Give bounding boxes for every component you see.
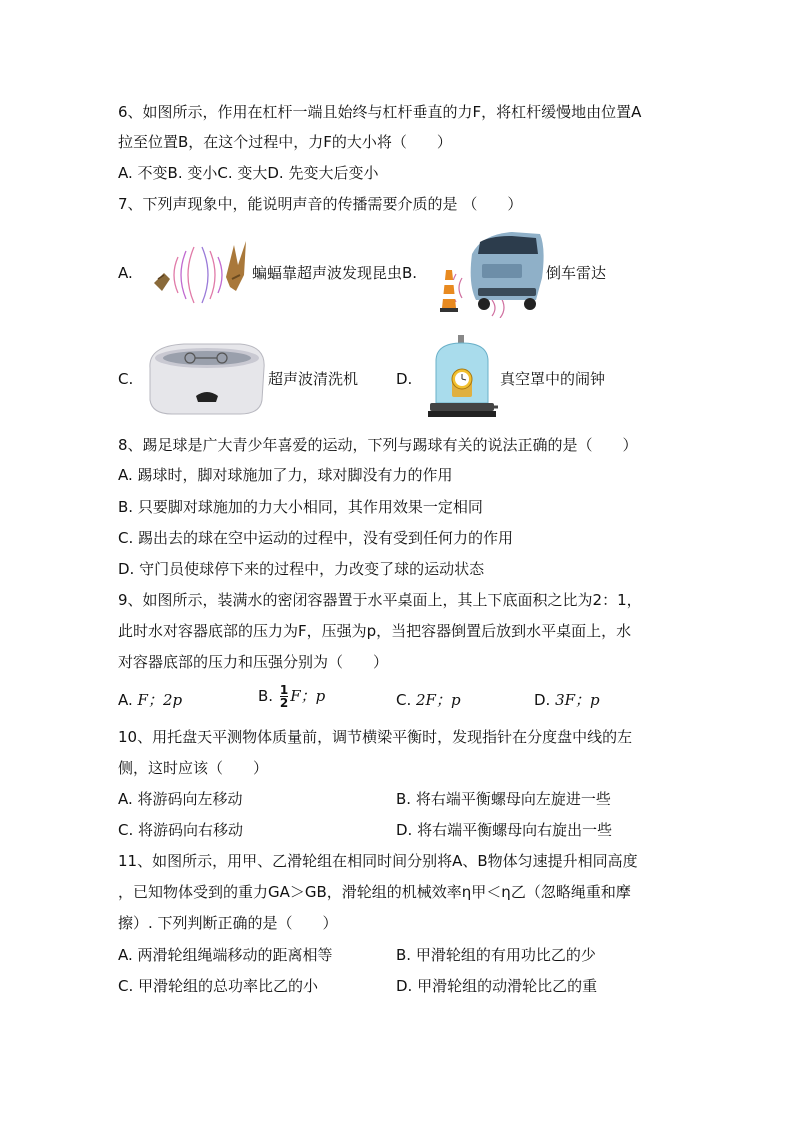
q10-option-d: D. 将右端平衡螺母向右旋出一些 — [396, 821, 613, 839]
q6-options: A. 不变B. 变小C. 变大D. 先变大后变小 — [118, 164, 379, 182]
q7-option-b-text: 倒车雷达 — [546, 264, 607, 282]
q11-option-b: B. 甲滑轮组的有用功比乙的少 — [396, 946, 596, 964]
q9-option-d — [534, 689, 600, 711]
q11-stem-line1: 11、如图所示，用甲、乙滑轮组在相同时间分别将A、B物体匀速提升相同高度 — [118, 852, 638, 870]
fraction-denominator: 2 — [279, 696, 289, 710]
q6-stem-line1: 6、如图所示，作用在杠杆一端且始终与杠杆垂直的力F，将杠杆缓慢地由位置A — [118, 103, 642, 121]
q10-option-b: B. 将右端平衡螺母向左旋进一些 — [396, 790, 611, 808]
q9-stem-line2: 此时水对容器底部的压力为F，压强为p，当把容器倒置后放到水平桌面上，水 — [118, 622, 632, 640]
q9-option-a — [118, 689, 182, 711]
q9-option-c — [396, 689, 461, 711]
q11-option-d: D. 甲滑轮组的动滑轮比乙的重 — [396, 977, 598, 995]
q11-stem-line3: 擦）. 下列判断正确的是（ ） — [118, 914, 338, 932]
q10-stem-line2: 侧，这时应该（ ） — [118, 759, 269, 777]
q9-option-b-label: B. — [258, 687, 278, 705]
q8-option-d: D. 守门员使球停下来的过程中，力改变了球的运动状态 — [118, 560, 485, 578]
q11-stem-line2: ，已知物体受到的重力GA＞GB，滑轮组的机械效率η甲＜η乙（忽略绳重和摩 — [118, 883, 631, 901]
q7-option-c-label: C. — [118, 370, 134, 388]
q9-option-a-label: A. — [118, 691, 138, 709]
q10-stem-line1: 10、用托盘天平测物体质量前，调节横梁平衡时，发现指针在分度盘中线的左 — [118, 728, 633, 746]
q9-option-d-label: D. — [534, 691, 556, 709]
q8-option-b: B. 只要脚对球施加的力大小相同，其作用效果一定相同 — [118, 498, 483, 516]
q11-option-c: C. 甲滑轮组的总功率比乙的小 — [118, 977, 319, 995]
q10-option-a: A. 将游码向左移动 — [118, 790, 243, 808]
q9-stem-line3: 对容器底部的压力和压强分别为（ ） — [118, 653, 389, 671]
q9-option-a-value: F；2p — [137, 691, 183, 709]
half-fraction — [280, 684, 288, 709]
car-reversing-radar-figure — [432, 228, 546, 318]
q7-option-a-label: A. — [118, 264, 133, 282]
q9-stem-line1: 9、如图所示，装满水的密闭容器置于水平桌面上，其上下底面积之比为2：1， — [118, 591, 642, 609]
q7-option-a-text: 蝙蝠靠超声波发现昆虫B. — [252, 264, 418, 282]
q8-stem: 8、踢足球是广大青少年喜爱的运动，下列与踢球有关的说法正确的是（ ） — [118, 436, 638, 454]
ultrasonic-cleaner-figure — [144, 338, 268, 418]
q9-option-d-value: 3F；p — [555, 691, 600, 709]
q6-stem-line2: 拉至位置B，在这个过程中，力F的大小将（ ） — [118, 133, 452, 151]
q9-option-b-value: F；p — [290, 687, 326, 705]
q7-stem: 7、下列声现象中，能说明声音的传播需要介质的是 （ ） — [118, 195, 523, 213]
vacuum-bell-jar-clock-figure — [426, 333, 500, 421]
bat-ultrasound-figure — [150, 235, 250, 305]
q7-option-d-text: 真空罩中的闹钟 — [500, 370, 606, 388]
q9-option-c-label: C. — [396, 691, 417, 709]
q11-option-a: A. 两滑轮组绳端移动的距离相等 — [118, 946, 333, 964]
q10-option-c: C. 将游码向右移动 — [118, 821, 244, 839]
fraction-numerator: 1 — [279, 683, 289, 697]
q8-option-c: C. 踢出去的球在空中运动的过程中，没有受到任何力的作用 — [118, 529, 514, 547]
q7-option-c-text: 超声波清洗机 — [268, 370, 359, 388]
q8-option-a: A. 踢球时，脚对球施加了力，球对脚没有力的作用 — [118, 466, 453, 484]
q9-option-c-value: 2F；p — [416, 691, 461, 709]
q9-option-b — [258, 684, 325, 709]
q7-option-d-label: D. — [396, 370, 413, 388]
